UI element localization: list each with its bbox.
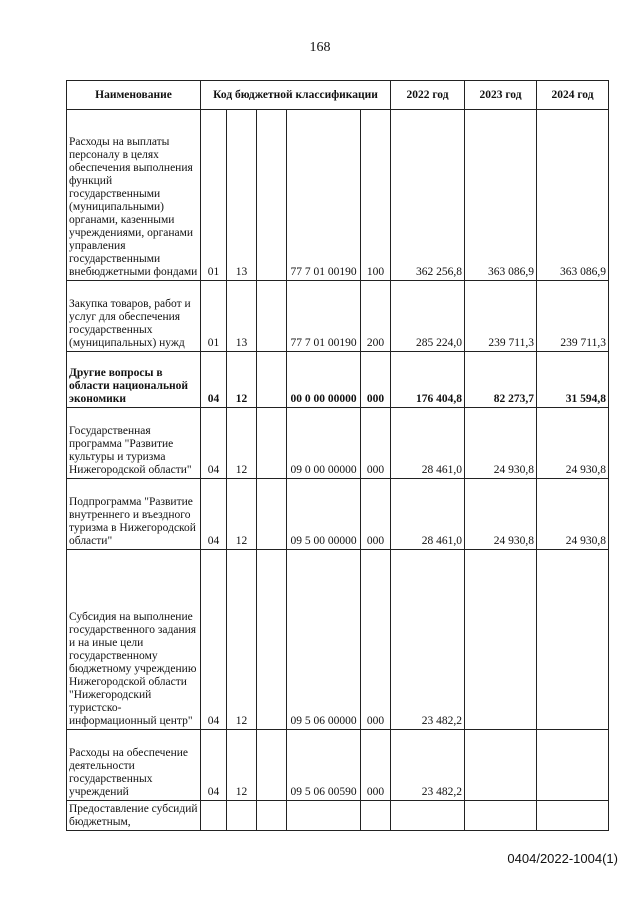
row-value-2022: 23 482,2 (391, 730, 465, 801)
row-target-article-code: 09 5 06 00590 (287, 730, 361, 801)
table-row (67, 408, 609, 479)
budget-table (66, 80, 609, 831)
row-value-2024 (537, 730, 609, 801)
row-name: Расходы на обеспечение деятельности государственных учреждений (67, 730, 201, 801)
row-target-article-code: 09 5 00 00000 (287, 479, 361, 550)
row-expense-type-code: 000 (361, 479, 391, 550)
table-row (67, 110, 609, 281)
document-number: 0404/2022-1004(1) (507, 851, 618, 866)
row-value-2024 (537, 801, 609, 831)
row-value-2023 (465, 730, 537, 801)
row-value-2022: 28 461,0 (391, 408, 465, 479)
row-target-article-code: 09 5 06 00000 (287, 550, 361, 730)
row-name: Предоставление субсидий бюджетным, (67, 801, 201, 831)
row-expense-type-code: 000 (361, 352, 391, 408)
table-row (67, 281, 609, 352)
header-code: Код бюджетной классификации (201, 81, 391, 110)
row-subsection-code (227, 801, 257, 831)
row-value-2022: 23 482,2 (391, 550, 465, 730)
row-value-2023 (465, 550, 537, 730)
row-section-code: 01 (201, 110, 227, 281)
row-value-2023: 24 930,8 (465, 479, 537, 550)
row-name: Расходы на выплаты персоналу в целях обеспечения выполнения функций государственными (муниципальными) органами, казенными учреждениями, органами управления государственными внебюджетными фондами (67, 110, 201, 281)
header-2022: 2022 год (391, 81, 465, 110)
row-section-code: 04 (201, 730, 227, 801)
row-empty-cell (257, 408, 287, 479)
header-2023: 2023 год (465, 81, 537, 110)
row-subsection-code: 12 (227, 479, 257, 550)
header-name: Наименование (67, 81, 201, 110)
row-expense-type-code: 100 (361, 110, 391, 281)
row-subsection-code: 12 (227, 550, 257, 730)
row-section-code: 04 (201, 352, 227, 408)
row-subsection-code: 12 (227, 730, 257, 801)
row-section-code: 04 (201, 479, 227, 550)
row-value-2024: 24 930,8 (537, 479, 609, 550)
table-row (67, 730, 609, 801)
table-row (67, 801, 609, 831)
row-value-2024: 24 930,8 (537, 408, 609, 479)
row-value-2022: 28 461,0 (391, 479, 465, 550)
row-value-2023: 239 711,3 (465, 281, 537, 352)
row-value-2023 (465, 801, 537, 831)
row-section-code: 04 (201, 408, 227, 479)
row-empty-cell (257, 110, 287, 281)
row-expense-type-code (361, 801, 391, 831)
row-empty-cell (257, 281, 287, 352)
row-value-2022: 285 224,0 (391, 281, 465, 352)
row-empty-cell (257, 352, 287, 408)
table-row (67, 352, 609, 408)
row-expense-type-code: 000 (361, 730, 391, 801)
row-value-2023: 24 930,8 (465, 408, 537, 479)
row-subsection-code: 12 (227, 352, 257, 408)
row-value-2022 (391, 801, 465, 831)
row-empty-cell (257, 479, 287, 550)
row-section-code (201, 801, 227, 831)
table-header-row (67, 81, 609, 110)
row-subsection-code: 12 (227, 408, 257, 479)
row-expense-type-code: 000 (361, 550, 391, 730)
row-value-2023: 82 273,7 (465, 352, 537, 408)
row-empty-cell (257, 801, 287, 831)
row-target-article-code: 09 0 00 00000 (287, 408, 361, 479)
row-value-2024: 239 711,3 (537, 281, 609, 352)
row-name: Закупка товаров, работ и услуг для обеспечения государственных (муниципальных) нужд (67, 281, 201, 352)
row-name: Другие вопросы в области национальной экономики (67, 352, 201, 408)
row-name: Государственная программа "Развитие культуры и туризма Нижегородской области" (67, 408, 201, 479)
row-value-2022: 362 256,8 (391, 110, 465, 281)
row-value-2024 (537, 550, 609, 730)
row-empty-cell (257, 550, 287, 730)
page-number: 168 (309, 40, 331, 55)
table-row (67, 479, 609, 550)
row-expense-type-code: 200 (361, 281, 391, 352)
row-expense-type-code: 000 (361, 408, 391, 479)
row-value-2022: 176 404,8 (391, 352, 465, 408)
row-subsection-code: 13 (227, 110, 257, 281)
row-target-article-code (287, 801, 361, 831)
row-target-article-code: 77 7 01 00190 (287, 281, 361, 352)
row-target-article-code: 00 0 00 00000 (287, 352, 361, 408)
row-value-2023: 363 086,9 (465, 110, 537, 281)
row-section-code: 01 (201, 281, 227, 352)
row-value-2024: 31 594,8 (537, 352, 609, 408)
row-empty-cell (257, 730, 287, 801)
row-section-code: 04 (201, 550, 227, 730)
row-target-article-code: 77 7 01 00190 (287, 110, 361, 281)
row-subsection-code: 13 (227, 281, 257, 352)
row-value-2024: 363 086,9 (537, 110, 609, 281)
row-name: Субсидия на выполнение государственного задания и на иные цели государственному бюджетному учреждению Нижегородской области "Нижегородский туристско-информационный центр" (67, 550, 201, 730)
table-row (67, 550, 609, 730)
row-name: Подпрограмма "Развитие внутреннего и въездного туризма в Нижегородской области" (67, 479, 201, 550)
header-2024: 2024 год (537, 81, 609, 110)
